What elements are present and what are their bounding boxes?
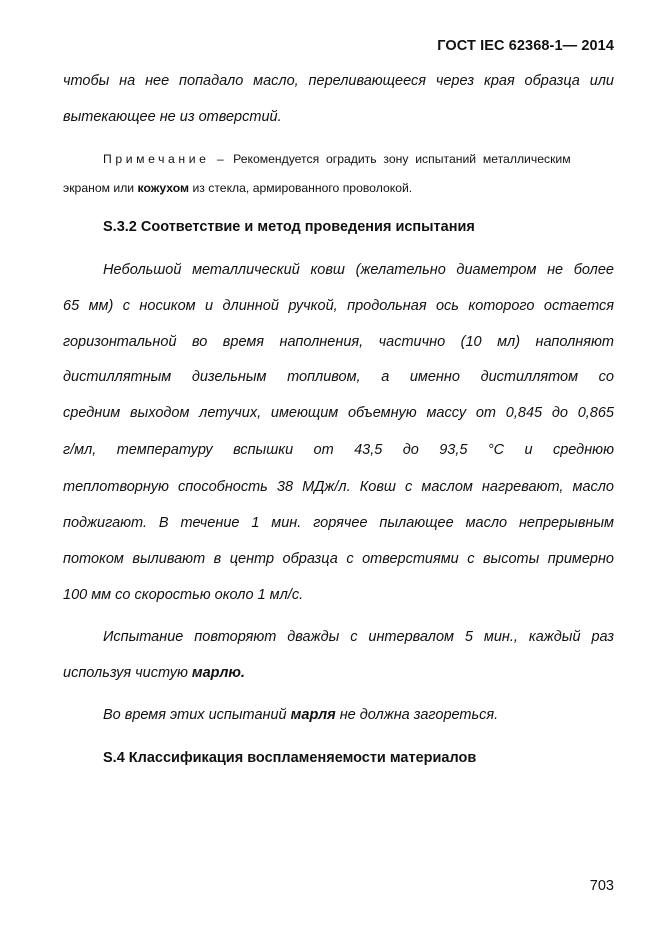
page-number: 703: [589, 878, 614, 894]
note-text: Рекомендуется оградить зону испытаний металлическим: [233, 152, 571, 166]
paragraph-text: используя чистую: [63, 665, 188, 681]
section-heading: S.3.2 Соответствие и метод проведения испытания: [103, 219, 475, 235]
note-line: [103, 152, 571, 166]
paragraph-line: Испытание повторяют дважды с интервалом 5 мин., каждый раз: [103, 629, 614, 645]
note-line: [63, 181, 412, 195]
paragraph-line: поджигают. В течение 1 мин. горячее пылающее масло непрерывным: [63, 515, 614, 531]
paragraph-line: [103, 707, 614, 723]
paragraph-line: потоком выливают в центр образца с отверстиями с высоты примерно: [63, 551, 614, 567]
paragraph-line: 100 мм со скоростью около 1 мл/с.: [63, 587, 304, 603]
paragraph-line: дистиллятным дизельным топливом, а именно дистиллятом со: [63, 369, 614, 385]
note-bold-term: кожухом: [137, 181, 190, 195]
paragraph-line: г/мл, температуру вспышки от 43,5 до 93,5 °С и среднюю: [63, 442, 614, 458]
paragraph-line: средним выходом летучих, имеющим объемную массу от 0,845 до 0,865: [63, 405, 614, 421]
document-header: ГОСТ IEC 62368-1— 2014: [437, 38, 614, 54]
paragraph-line: горизонтальной во время наполнения, частично (10 мл) наполняют: [63, 334, 614, 350]
paragraph-line: [63, 665, 614, 681]
paragraph-line: теплотворную способность 38 МДж/л. Ковш с маслом нагревают, масло: [63, 479, 614, 495]
note-dash: –: [216, 152, 224, 166]
paragraph-line: вытекающее не из отверстий.: [63, 109, 282, 125]
bold-term: марлю.: [191, 665, 245, 681]
note-text: экраном или: [63, 181, 135, 195]
bold-term: марля: [290, 707, 336, 723]
section-heading: S.4 Классификация воспламеняемости материалов: [103, 750, 477, 766]
paragraph-line: чтобы на нее попадало масло, переливающееся через края образца или: [63, 73, 614, 89]
paragraph-text: не должна загореться.: [339, 707, 499, 723]
paragraph-line: Небольшой металлический ковш (желательно диаметром не более: [103, 262, 614, 278]
paragraph-line: 65 мм) с носиком и длинной ручкой, продольная ось которого остается: [63, 298, 614, 314]
note-label: Примечание: [103, 152, 210, 166]
note-text: из стекла, армированного проволокой.: [192, 181, 413, 195]
paragraph-text: Во время этих испытаний: [103, 707, 287, 723]
